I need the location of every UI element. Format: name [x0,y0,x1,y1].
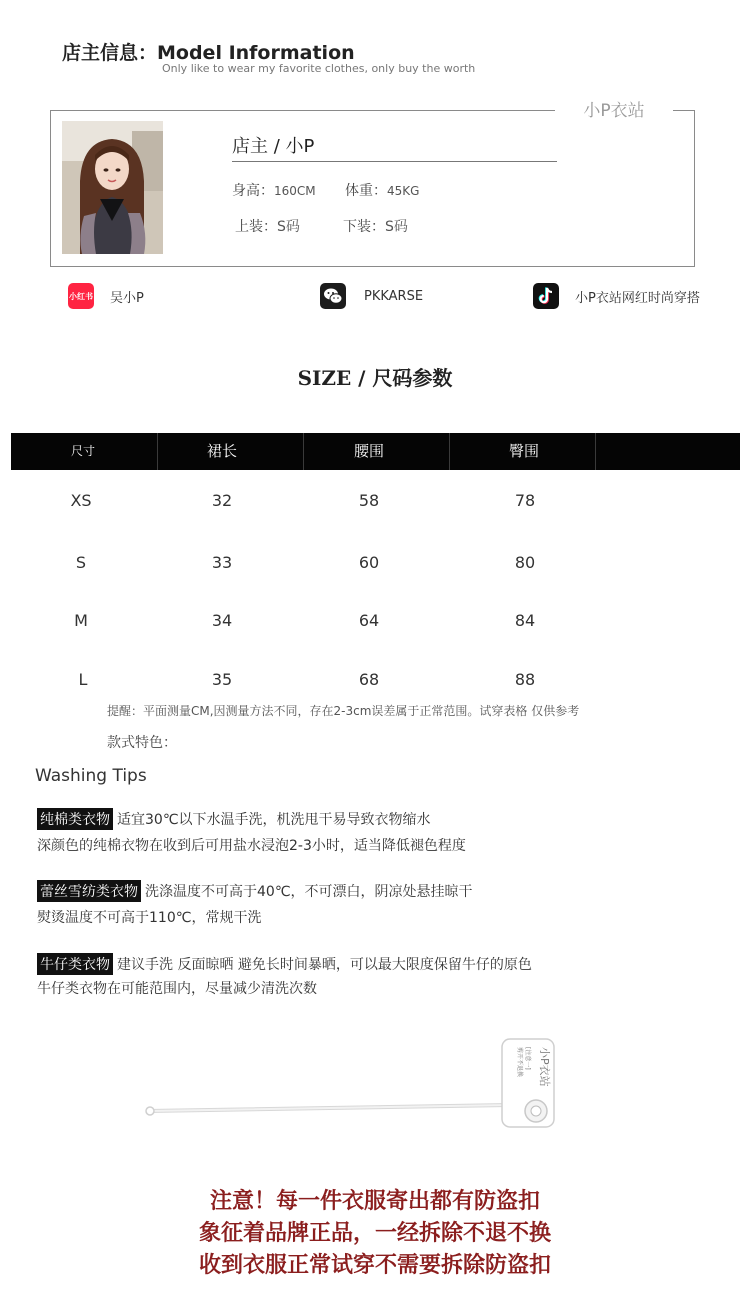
table-cell: 64 [358,611,380,630]
security-tag-image [140,1035,570,1135]
fabric-tag: 纯棉类衣物 [37,808,113,830]
wash-line [37,808,431,830]
style-feature-label: 款式特色： [107,735,177,751]
table-cell: 32 [211,491,233,510]
social-label: 小P衣站网红时尚穿搭 [575,290,700,306]
wash-instruction: 牛仔类衣物在可能范围内，尽量减少清洗次数 [37,981,317,997]
table-cell: M [74,611,88,630]
bottom-size-value: S码 [385,219,408,235]
header-length: 裙长 [206,442,237,460]
fabric-tag: 牛仔类衣物 [37,953,113,975]
social-label: 吴小P [110,290,144,306]
wash-instruction: 建议手洗 反面晾晒 避免长时间暴晒，可以最大限度保留牛仔的原色 [117,957,532,973]
table-cell: XS [70,491,92,510]
wash-instruction: 洗涤温度不可高于40℃，不可漂白，阴凉处悬挂晾干 [145,884,473,900]
wash-line [37,835,466,855]
table-cell: 68 [358,670,380,689]
model-photo-image [62,121,163,254]
wash-instruction: 熨烫温度不可高于110℃，常规干洗 [37,910,262,926]
notice-line: 注意！每一件衣服寄出都有防盗扣 [209,1189,540,1214]
social-label: PKKARSE [364,288,424,304]
height-info [232,180,316,200]
bottom-size-info [343,216,408,236]
table-cell: 88 [514,670,536,689]
header-waist: 腰围 [353,442,384,460]
social-wechat[interactable] [320,283,423,309]
tag-brand: 小P衣站 [538,1047,551,1087]
bottom-size-label: 下装： [343,219,385,235]
height-label: 身高： [232,183,274,199]
table-cell: 60 [358,553,380,572]
wash-instruction: 深颜色的纯棉衣物在收到后可用盐水浸泡2-3小时，适当降低褪色程度 [37,838,466,854]
owner-name: 店主 / 小P [232,136,315,157]
table-cell: 58 [358,491,380,510]
top-size-info [235,216,300,236]
table-cell: 33 [211,553,233,572]
table-cell: S [75,553,87,572]
table-cell: L [78,670,88,689]
wash-line [37,907,261,927]
xiaohongshu-icon: 小红书 [68,283,94,309]
size-title: SIZE / 尺码参数 [297,366,453,390]
model-photo [62,121,163,254]
tag-note: 剪开不退换 [516,1047,523,1078]
wash-instruction: 适宜30℃以下水温手洗，机洗甩干易导致衣物缩水 [117,812,431,828]
table-cell: 80 [514,553,536,572]
wash-line [37,978,317,998]
top-size-value: S码 [277,219,300,235]
table-cell: 34 [211,611,233,630]
table-cell: 78 [514,491,536,510]
header-divider [303,433,304,470]
section-title: 店主信息：Model Information [62,42,355,64]
table-cell: 35 [211,670,233,689]
owner-divider [232,161,557,162]
weight-info [345,180,419,200]
weight-value: 45KG [387,184,420,198]
notice-line: 象征着品牌正品，一经拆除不退不换 [198,1221,551,1246]
header-hip: 臀围 [508,442,539,460]
wechat-icon [320,283,346,309]
washing-title: Washing Tips [35,766,147,786]
social-douyin[interactable] [533,283,700,309]
header-divider [595,433,596,470]
fabric-tag: 蕾丝雪纺类衣物 [37,880,141,902]
measurement-tip: 提醒：平面测量CM,因测量方法不同，存在2-3cm误差属于正常范围。试穿表格 仅供参考 [107,704,580,718]
table-cell: 84 [514,611,536,630]
tag-note: [注意一] [524,1047,531,1070]
top-size-label: 上装： [235,219,277,235]
brand-name: 小P衣站 [583,101,645,121]
wash-line [37,880,473,902]
douyin-icon [533,283,559,309]
header-divider [449,433,450,470]
height-value: 160CM [274,184,316,198]
notice-line: 收到衣服正常试穿不需要拆除防盗扣 [198,1253,551,1278]
weight-label: 体重： [345,183,387,199]
header-divider [157,433,158,470]
social-xiaohongshu[interactable] [68,283,144,309]
header-size: 尺寸 [70,444,95,458]
section-subtitle: Only like to wear my favorite clothes, only buy the worth [162,62,476,75]
wash-line [37,953,532,975]
